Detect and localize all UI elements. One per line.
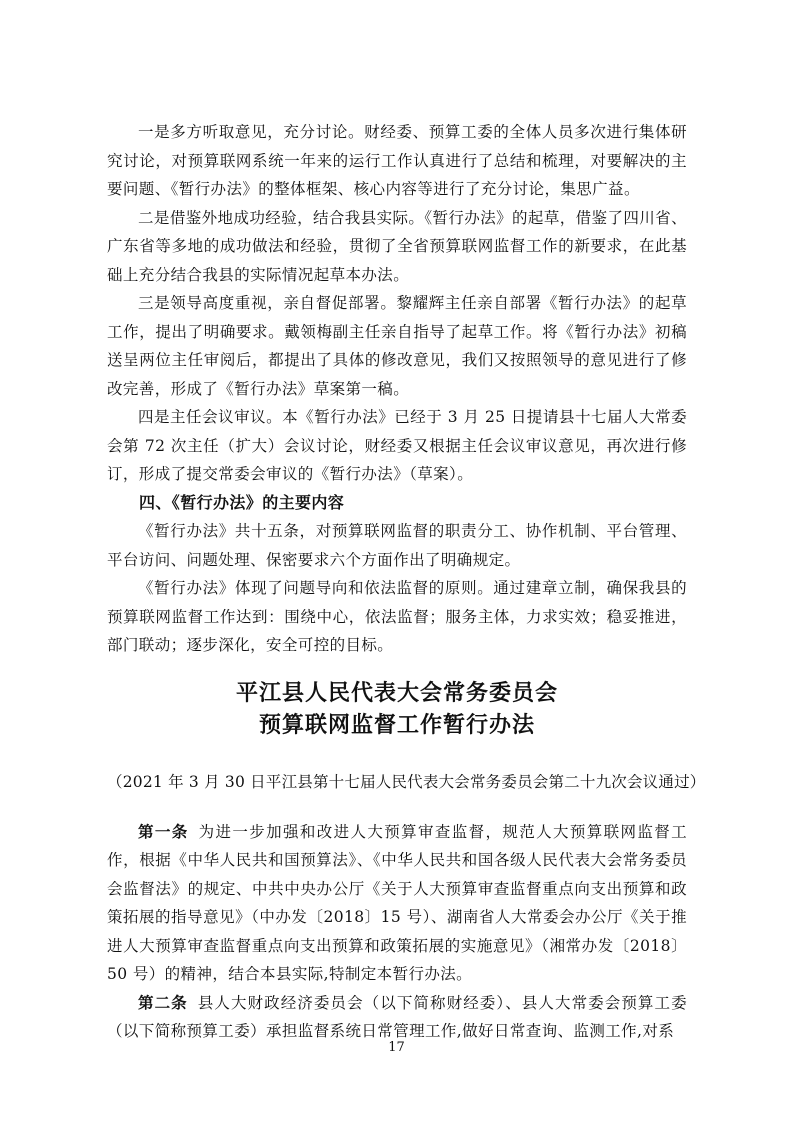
paragraph-1: 一是多方听取意见，充分讨论。财经委、预算工委的全体人员多次进行集体研究讨论，对预算联网系统一年来的运行工作认真进行了总结和梳理，对要解决的主要问题、《暂行办法》的整体框架、核心内容等进行了充分讨论，集思广益。 xyxy=(107,123,687,198)
article-2 xyxy=(107,989,687,1046)
section-paragraph-1: 《暂行办法》共十五条，对预算联网监督的职责分工、协作机制、平台管理、平台访问、问题处理、保密要求六个方面作出了明确规定。 xyxy=(107,522,687,569)
article-1 xyxy=(107,818,687,989)
document-subtitle: （2021 年 3 月 30 日平江县第十七届人民代表大会常务委员会第二十九次会议通过） xyxy=(107,772,706,791)
article-1-label: 第一条 xyxy=(138,821,189,841)
document-title-line-2: 预算联网监督工作暂行办法 xyxy=(258,712,535,738)
section-heading: 四、《暂行办法》的主要内容 xyxy=(139,492,345,512)
paragraph-4: 四是主任会议审议。本《暂行办法》已经于 3 月 25 日提请县十七届人大常委会第 72 次主任（扩大）会议讨论，财经委又根据主任会议审议意见，再次进行修订，形成了提交常委会审议的《暂行办法》（草案）。 xyxy=(107,408,687,483)
section-paragraph-2: 《暂行办法》体现了问题导向和依法监督的原则。通过建章立制，确保我县的预算联网监督工作达到：围绕中心，依法监督；服务主体，力求实效；稳妥推进，部门联动；逐步深化，安全可控的目标。 xyxy=(107,579,687,654)
document-title-line-1: 平江县人民代表大会常务委员会 xyxy=(235,680,558,706)
page-number: 17 xyxy=(388,1040,405,1055)
paragraph-2: 二是借鉴外地成功经验，结合我县实际。《暂行办法》的起草，借鉴了四川省、广东省等多地的成功做法和经验，贯彻了全省预算联网监督工作的新要求，在此基础上充分结合我县的实际情况起草本办法。 xyxy=(107,208,687,284)
page-content xyxy=(107,118,706,1046)
article-1-text: 为进一步加强和改进人大预算审查监督，规范人大预算联网监督工作，根据《中华人民共和国预算法》、《中华人民共和国各级人民代表大会常务委员会监督法》的规定、中共中央办公厅《关于人大预算审查监督重点向支出预算和政策拓展的指导意见》（中办发〔2018〕15 号）、湖南省人大常委会办公厅《关于推进人大预算审查监督重点向支出预算和政策拓展的实施意见》（湘常办发〔2018〕50 号）的精神，结合本县实际,特制定本暂行办法。 xyxy=(107,822,687,983)
article-2-text: 县人大财政经济委员会（以下简称财经委）、县人大常委会预算工委（以下简称预算工委）承担监督系统日常管理工作,做好日常查询、监测工作,对系 xyxy=(107,993,687,1040)
article-2-label: 第二条 xyxy=(138,992,188,1012)
paragraph-3: 三是领导高度重视，亲自督促部署。黎耀辉主任亲自部署《暂行办法》的起草工作，提出了明确要求。戴领梅副主任亲自指导了起草工作。将《暂行办法》初稿送呈两位主任审阅后，都提出了具体的修改意见，我们又按照领导的意见进行了修改完善，形成了《暂行办法》草案第一稿。 xyxy=(107,294,687,398)
